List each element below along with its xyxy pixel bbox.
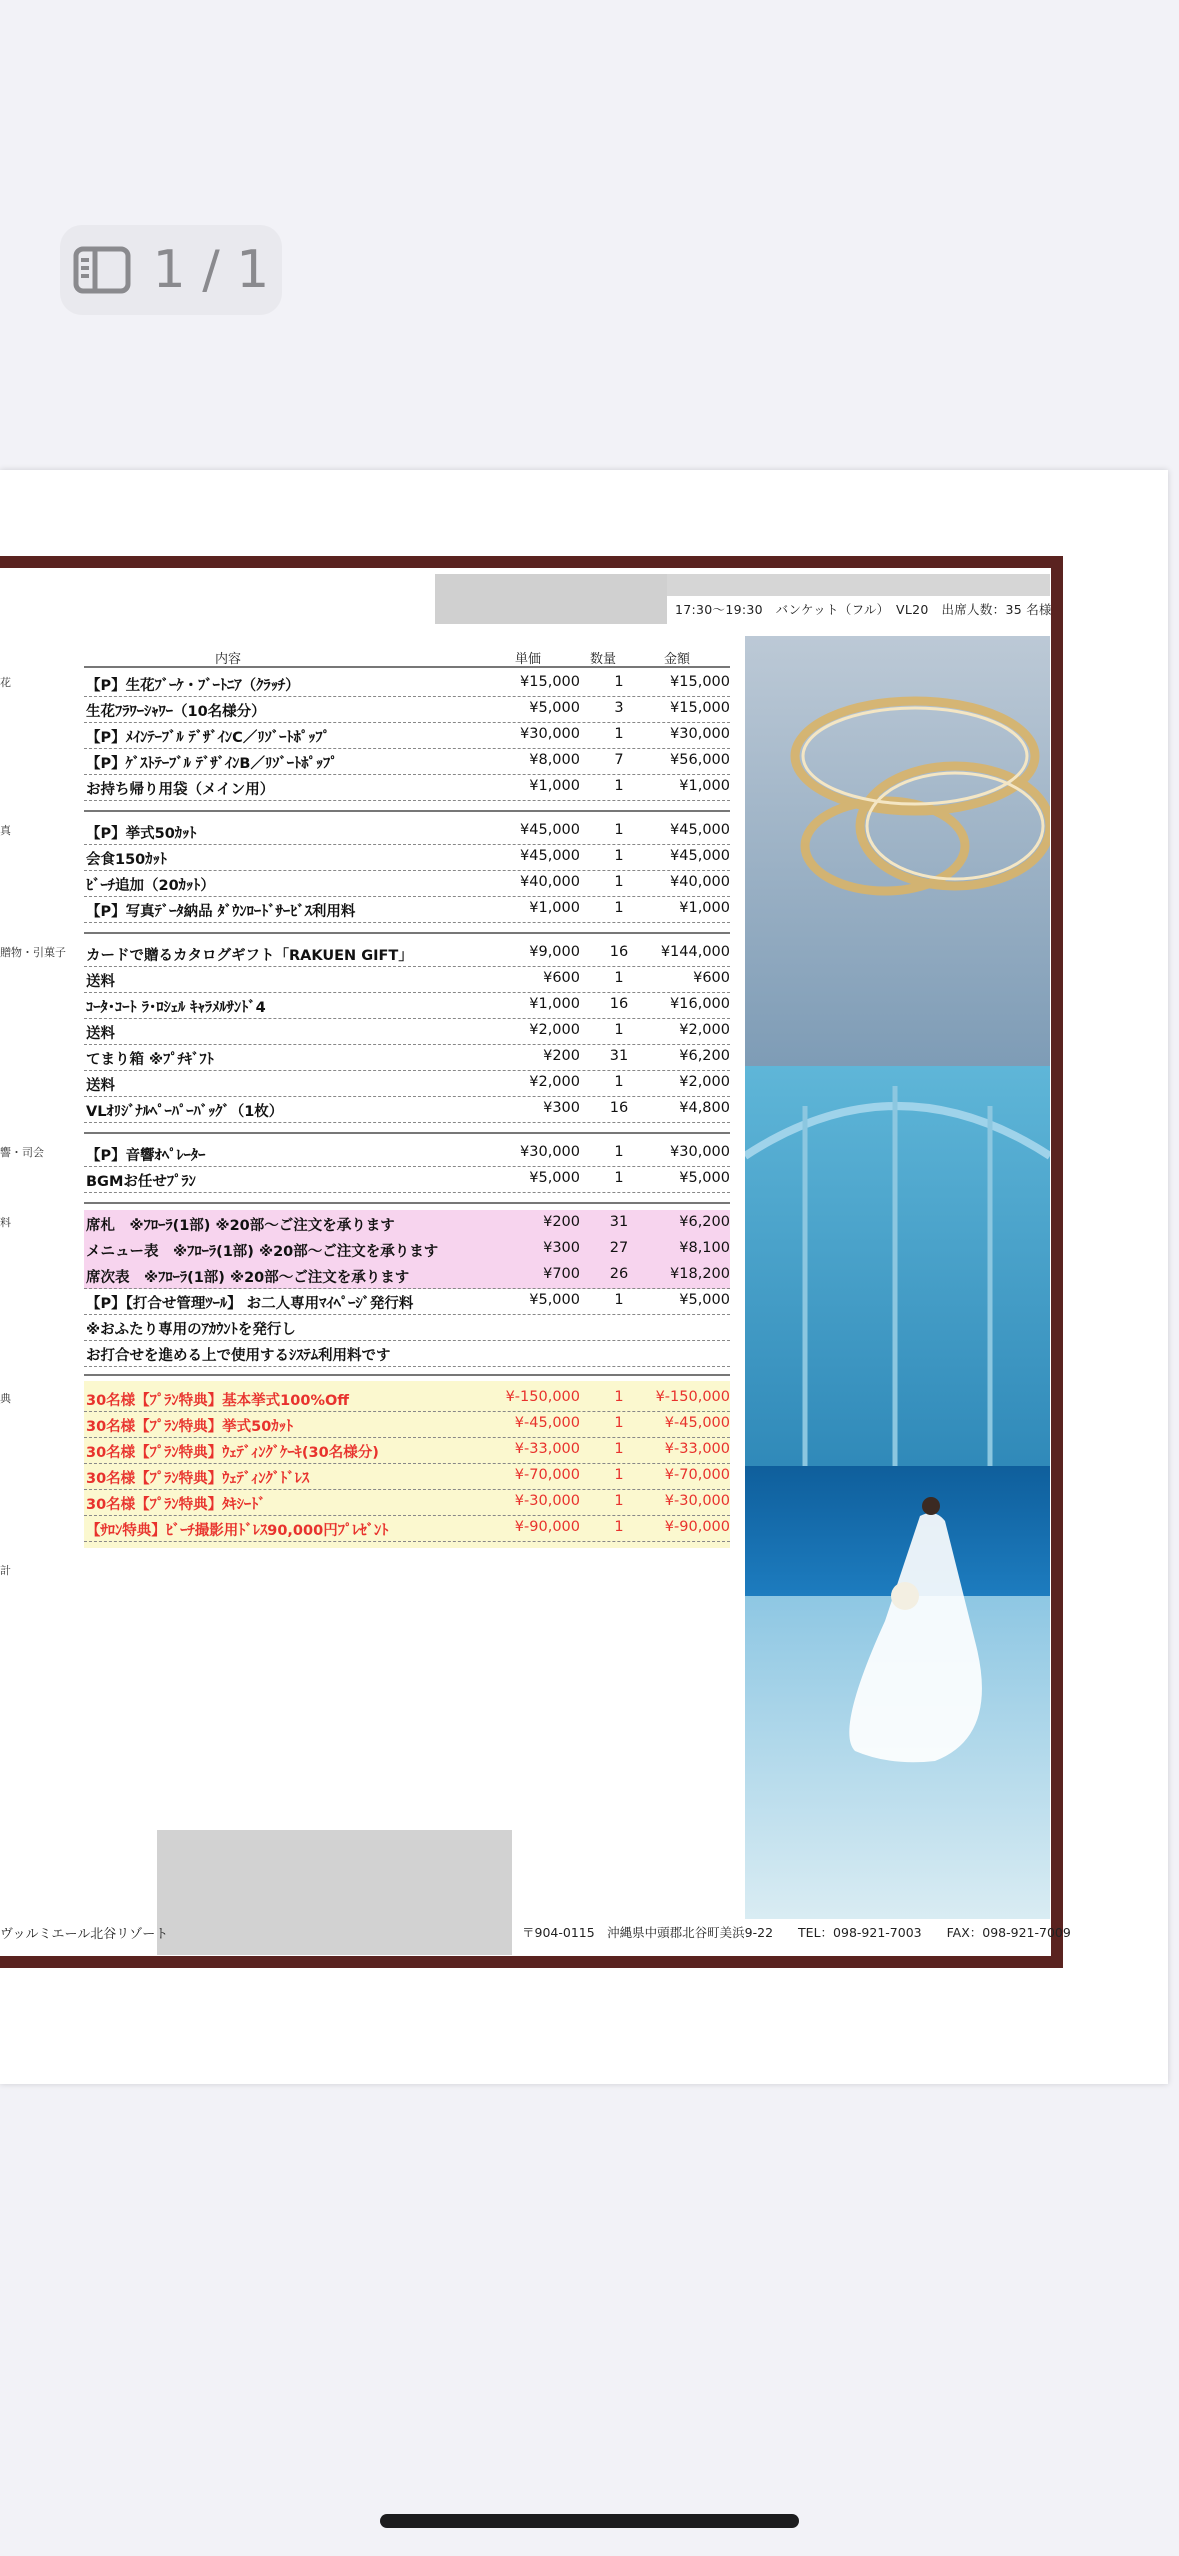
item-name: 【P】ﾒｲﾝﾃｰﾌﾞﾙ ﾃﾞｻﾞｲﾝC／ﾘｿﾞｰﾄﾎﾟｯﾌﾟ <box>86 730 330 746</box>
amount: ¥2,000 <box>679 1074 730 1090</box>
unit-price: ¥700 <box>543 1266 580 1282</box>
unit-price: ¥2,000 <box>529 1074 580 1090</box>
table-row <box>84 818 730 845</box>
quantity: 1 <box>614 1441 624 1457</box>
item-name: 【P】挙式50ｶｯﾄ <box>86 826 197 842</box>
amount: ¥30,000 <box>670 1144 730 1160</box>
item-name: 送料 <box>86 1078 115 1094</box>
amount: ¥2,000 <box>679 1022 730 1038</box>
sidebar-icon <box>73 246 131 294</box>
item-name: 30名様【ﾌﾟﾗﾝ特典】挙式50ｶｯﾄ <box>86 1419 294 1435</box>
item-name: 席次表 ※ﾌﾛｰﾗ(1部) ※20部～ご注文を承ります <box>86 1270 410 1286</box>
unit-price: ¥5,000 <box>529 1170 580 1186</box>
unit-price: ¥300 <box>543 1100 580 1116</box>
amount: ¥-45,000 <box>664 1415 730 1431</box>
col-unit-price: 単価 <box>515 652 542 667</box>
item-name: ｺｰﾀ･ｺｰﾄ ﾗ･ﾛｼｪﾙ ｷｬﾗﾒﾙｻﾝﾄﾞ4 <box>86 1000 266 1016</box>
table-row <box>84 1166 730 1193</box>
amount: ¥18,200 <box>670 1266 730 1282</box>
amount: ¥4,800 <box>679 1100 730 1116</box>
quantity: 16 <box>609 996 629 1012</box>
item-name: BGMお任せﾌﾟﾗﾝ <box>86 1174 196 1190</box>
quantity: 1 <box>614 674 624 690</box>
quantity: 1 <box>614 1170 624 1186</box>
table-row <box>84 1070 730 1097</box>
unit-price: ¥8,000 <box>529 752 580 768</box>
amount: ¥5,000 <box>679 1292 730 1308</box>
item-name: 30名様【ﾌﾟﾗﾝ特典】ｳｪﾃﾞｨﾝｸﾞｹｰｷ(30名様分) <box>86 1445 379 1461</box>
section-label: 贈物・引菓子 <box>0 946 66 959</box>
item-name: 席札 ※ﾌﾛｰﾗ(1部) ※20部～ご注文を承ります <box>86 1218 395 1234</box>
amount: ¥56,000 <box>670 752 730 768</box>
unit-price: ¥40,000 <box>520 874 580 890</box>
table-row <box>84 1096 730 1123</box>
item-name: 【P】【打合せ管理ﾂｰﾙ】 お二人専用ﾏｲﾍﾟｰｼﾞ発行料 <box>86 1296 414 1312</box>
item-name: 30名様【ﾌﾟﾗﾝ特典】ｳｪﾃﾞｨﾝｸﾞﾄﾞﾚｽ <box>86 1471 310 1487</box>
home-indicator[interactable] <box>380 2514 799 2528</box>
table-row <box>84 1314 730 1341</box>
table-row <box>84 1463 730 1490</box>
unit-price: ¥2,000 <box>529 1022 580 1038</box>
item-name: メニュー表 ※ﾌﾛｰﾗ(1部) ※20部～ご注文を承ります <box>86 1244 439 1260</box>
amount: ¥1,000 <box>679 900 730 916</box>
table-row <box>84 696 730 723</box>
unit-price: ¥9,000 <box>529 944 580 960</box>
quantity: 1 <box>614 1022 624 1038</box>
unit-price: ¥1,000 <box>529 778 580 794</box>
amount: ¥30,000 <box>670 726 730 742</box>
table-row <box>84 870 730 897</box>
unit-price: ¥-45,000 <box>514 1415 580 1431</box>
amount: ¥-90,000 <box>664 1519 730 1535</box>
item-name: お持ち帰り用袋（メイン用） <box>86 782 275 798</box>
unit-price: ¥30,000 <box>520 726 580 742</box>
amount: ¥45,000 <box>670 848 730 864</box>
amount: ¥45,000 <box>670 822 730 838</box>
amount: ¥6,200 <box>679 1048 730 1064</box>
unit-price: ¥15,000 <box>520 674 580 690</box>
amount: ¥-33,000 <box>664 1441 730 1457</box>
amount: ¥40,000 <box>670 874 730 890</box>
amount: ¥-30,000 <box>664 1493 730 1509</box>
section-rule <box>84 932 730 934</box>
col-content: 内容 <box>215 652 242 667</box>
quantity: 16 <box>609 1100 629 1116</box>
redacted-header-box <box>435 574 667 624</box>
table-row <box>84 1018 730 1045</box>
table-row <box>84 1044 730 1071</box>
table-row <box>84 1288 730 1315</box>
item-name: 【ｻﾛﾝ特典】ﾋﾞｰﾁ撮影用ﾄﾞﾚｽ90,000円ﾌﾟﾚｾﾞﾝﾄ <box>86 1523 389 1539</box>
quantity: 1 <box>614 1144 624 1160</box>
table-row <box>84 774 730 801</box>
col-amount: 金額 <box>664 652 691 667</box>
quantity: 1 <box>614 1292 624 1308</box>
quantity: 26 <box>609 1266 629 1282</box>
section-rule <box>84 1202 730 1204</box>
table-row <box>84 722 730 749</box>
unit-price: ¥45,000 <box>520 822 580 838</box>
item-name: てまり箱 ※ﾌﾟﾁｷﾞﾌﾄ <box>86 1052 214 1068</box>
table-row <box>84 896 730 923</box>
item-name: VLｵﾘｼﾞﾅﾙﾍﾟｰﾊﾟｰﾊﾞｯｸﾞ（1枚） <box>86 1104 284 1120</box>
amount: ¥16,000 <box>670 996 730 1012</box>
section-rule <box>84 1374 730 1376</box>
table-row <box>84 940 730 967</box>
section-label: 料 <box>0 1216 11 1229</box>
item-name: 生花ﾌﾗﾜｰｼｬﾜｰ（10名様分） <box>86 704 266 720</box>
amount: ¥5,000 <box>679 1170 730 1186</box>
quantity: 31 <box>609 1048 629 1064</box>
quantity: 16 <box>609 944 629 960</box>
section-label: 典 <box>0 1392 11 1405</box>
unit-price: ¥600 <box>543 970 580 986</box>
unit-price: ¥5,000 <box>529 1292 580 1308</box>
quantity: 3 <box>614 700 624 716</box>
venue-name: ヴッルミエール北谷リゾート <box>0 1927 169 1942</box>
table-row <box>84 1340 730 1367</box>
unit-price: ¥-33,000 <box>514 1441 580 1457</box>
amount: ¥1,000 <box>679 778 730 794</box>
quantity: 1 <box>614 1389 624 1405</box>
amount: ¥-150,000 <box>655 1389 730 1405</box>
section-rule <box>84 1132 730 1134</box>
table-row <box>84 670 730 697</box>
page-indicator[interactable] <box>60 225 282 315</box>
table-row <box>84 1262 730 1289</box>
section-rule <box>84 810 730 812</box>
quantity: 1 <box>614 874 624 890</box>
quantity: 1 <box>614 970 624 986</box>
item-name: カードで贈るカタログギフト「RAKUEN GIFT」 <box>86 948 413 964</box>
quantity: 31 <box>609 1214 629 1230</box>
document-page <box>0 470 1168 2084</box>
table-row <box>84 844 730 871</box>
unit-price: ¥45,000 <box>520 848 580 864</box>
unit-price: ¥1,000 <box>529 996 580 1012</box>
venue-photo <box>745 636 1050 1919</box>
quantity: 1 <box>614 1467 624 1483</box>
table-row <box>84 992 730 1019</box>
unit-price: ¥-30,000 <box>514 1493 580 1509</box>
table-row <box>84 1236 730 1263</box>
unit-price: ¥300 <box>543 1240 580 1256</box>
quantity: 1 <box>614 778 624 794</box>
item-name: 30名様【ﾌﾟﾗﾝ特典】ﾀｷｼｰﾄﾞ <box>86 1497 266 1513</box>
amount: ¥8,100 <box>679 1240 730 1256</box>
item-name: 【P】生花ﾌﾞｰｹ・ﾌﾞｰﾄﾆｱ（ｸﾗｯﾁ） <box>86 678 300 694</box>
item-name: 【P】音響ｵﾍﾟﾚｰﾀｰ <box>86 1148 206 1164</box>
redacted-footer-box <box>157 1830 512 1955</box>
quantity: 27 <box>609 1240 629 1256</box>
unit-price: ¥-90,000 <box>514 1519 580 1535</box>
col-qty: 数量 <box>590 652 617 667</box>
venue-address: 〒904-0115 沖縄県中頭郡北谷町美浜9-22 TEL：098-921-7003 FAX：098-921-7009 <box>522 1925 1071 1940</box>
quantity: 1 <box>614 900 624 916</box>
amount: ¥-70,000 <box>664 1467 730 1483</box>
table-row <box>84 1210 730 1237</box>
amount: ¥600 <box>693 970 730 986</box>
page-count: 1 / 1 <box>152 240 270 300</box>
quantity: 7 <box>614 752 624 768</box>
item-name: ※おふたり専用のｱｶｳﾝﾄを発行し <box>86 1322 296 1338</box>
table-row <box>84 1515 730 1542</box>
quantity: 1 <box>614 726 624 742</box>
amount: ¥15,000 <box>670 700 730 716</box>
table-row <box>84 1140 730 1167</box>
amount: ¥6,200 <box>679 1214 730 1230</box>
item-name: お打合せを進める上で使用するｼｽﾃﾑ利用料です <box>86 1348 391 1364</box>
section-label: 響・司会 <box>0 1146 44 1159</box>
header-strip <box>667 574 1050 596</box>
table-row <box>84 966 730 993</box>
unit-price: ¥200 <box>543 1214 580 1230</box>
unit-price: ¥-150,000 <box>505 1389 580 1405</box>
table-row <box>84 1437 730 1464</box>
table-row <box>84 1385 730 1412</box>
section-label: 花 <box>0 676 11 689</box>
unit-price: ¥1,000 <box>529 900 580 916</box>
item-name: 【P】写真ﾃﾞｰﾀ納品 ﾀﾞｳﾝﾛｰﾄﾞｻｰﾋﾞｽ利用料 <box>86 904 356 920</box>
item-name: 30名様【ﾌﾟﾗﾝ特典】基本挙式100%Off <box>86 1393 350 1409</box>
quantity: 1 <box>614 848 624 864</box>
header-rule <box>84 666 730 668</box>
item-name: 会食150ｶｯﾄ <box>86 852 168 868</box>
table-row <box>84 748 730 775</box>
item-name: 送料 <box>86 974 115 990</box>
item-name: 送料 <box>86 1026 115 1042</box>
header-info: 17:30～19:30 バンケット（フル） VL20 出席人数：35 名様 <box>675 602 1052 617</box>
unit-price: ¥5,000 <box>529 700 580 716</box>
quantity: 1 <box>614 1493 624 1509</box>
amount: ¥144,000 <box>660 944 730 960</box>
quantity: 1 <box>614 1519 624 1535</box>
section-label: 計 <box>0 1564 11 1577</box>
table-row <box>84 1411 730 1438</box>
table-row <box>84 1489 730 1516</box>
unit-price: ¥30,000 <box>520 1144 580 1160</box>
unit-price: ¥200 <box>543 1048 580 1064</box>
item-name: ﾋﾞｰﾁ追加（20ｶｯﾄ） <box>86 878 215 894</box>
unit-price: ¥-70,000 <box>514 1467 580 1483</box>
quantity: 1 <box>614 822 624 838</box>
quantity: 1 <box>614 1415 624 1431</box>
amount: ¥15,000 <box>670 674 730 690</box>
quantity: 1 <box>614 1074 624 1090</box>
item-name: 【P】ｹﾞｽﾄﾃｰﾌﾞﾙ ﾃﾞｻﾞｲﾝB／ﾘｿﾞｰﾄﾎﾟｯﾌﾟ <box>86 756 338 772</box>
section-label: 真 <box>0 824 11 837</box>
